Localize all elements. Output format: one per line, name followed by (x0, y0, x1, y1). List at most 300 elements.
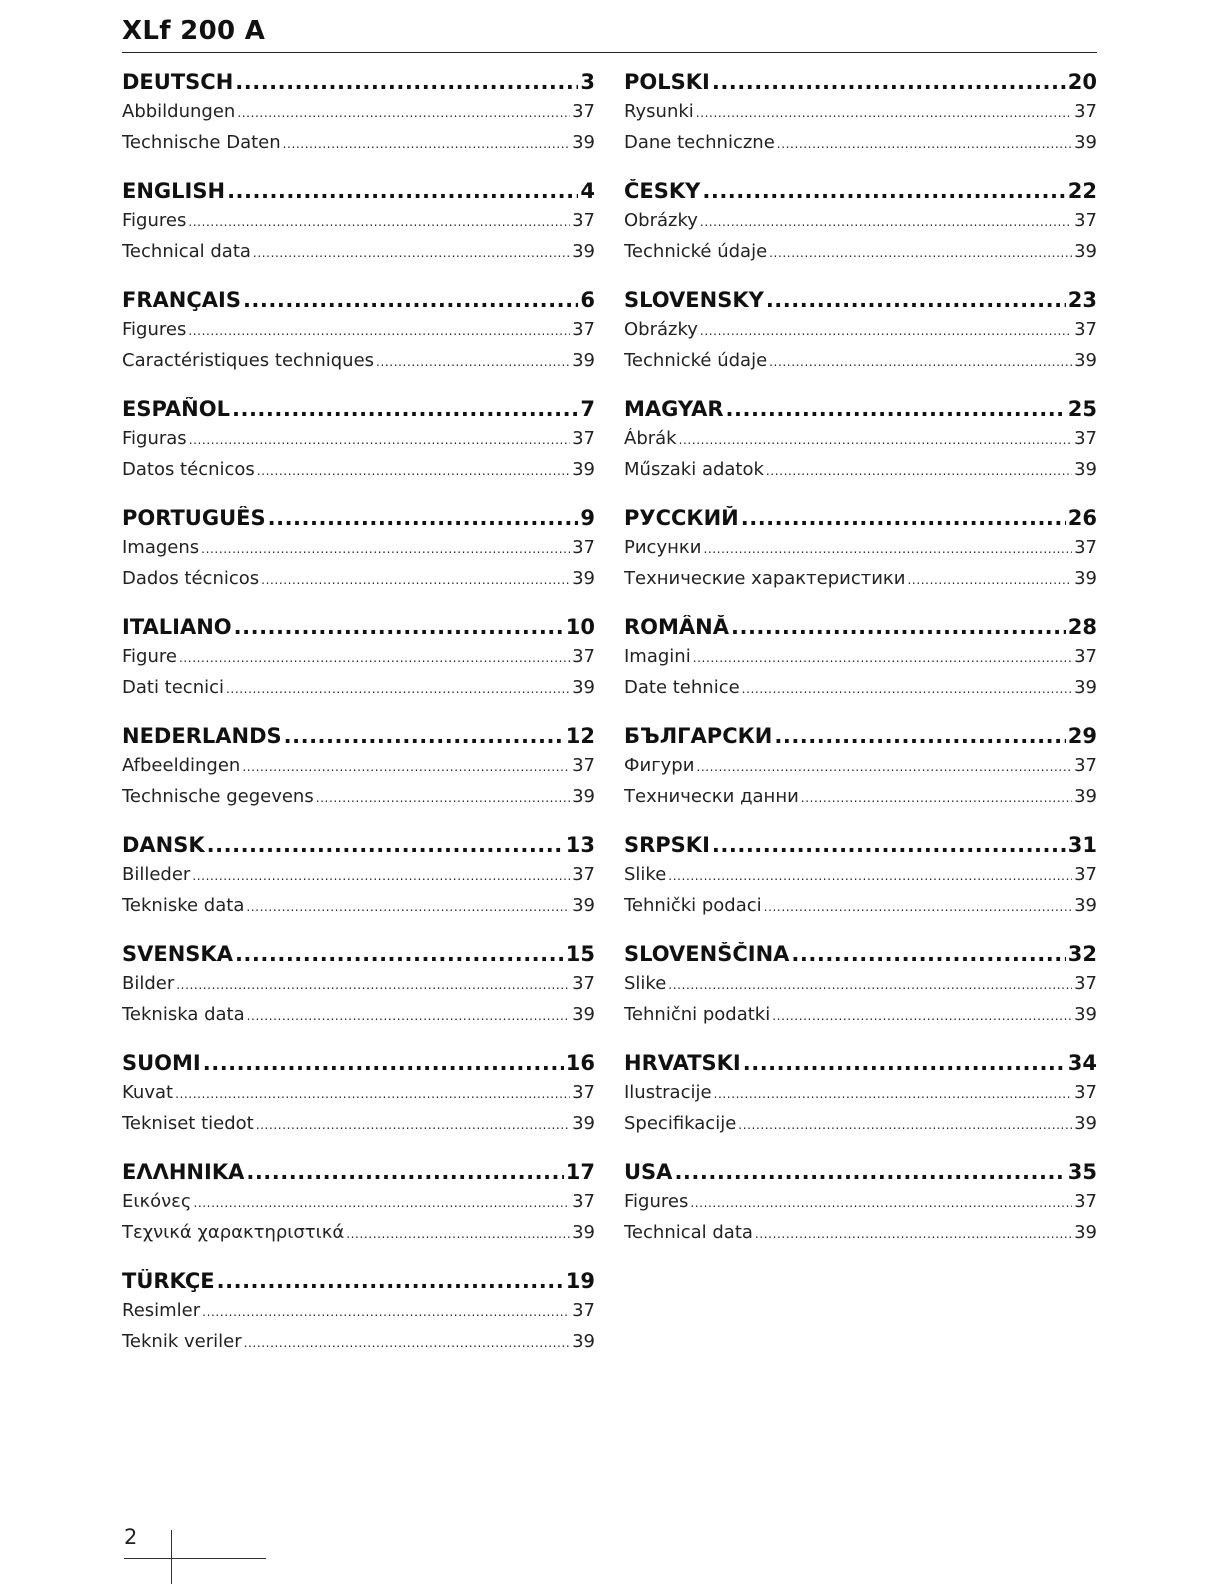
toc-section (122, 288, 595, 397)
toc-entry[interactable] (624, 537, 1097, 568)
toc-entry-label: Tehnički podaci (624, 895, 762, 916)
toc-entry[interactable] (624, 646, 1097, 677)
toc-language-heading-label: ČESKY (624, 179, 701, 203)
toc-entry-label: Obrázky (624, 319, 698, 340)
footer-rule-vertical (171, 1530, 172, 1584)
toc-language-heading-label: USA (624, 1160, 673, 1184)
toc-entry-label: Caractéristiques techniques (122, 350, 375, 371)
dot-leader (726, 397, 1066, 421)
toc-entry-label: Εικόνες (122, 1191, 192, 1212)
toc-language-heading-label: DEUTSCH (122, 70, 234, 94)
footer-rule-horizontal (124, 1558, 266, 1559)
toc-entry[interactable] (122, 1191, 595, 1222)
toc-entry[interactable] (624, 568, 1097, 599)
toc-language-heading-label: ΕΛΛΗΝΙΚΑ (122, 1160, 245, 1184)
toc-entry-page: 37 (572, 101, 595, 122)
toc-section (624, 397, 1097, 506)
dot-leader (176, 973, 570, 994)
toc-section (624, 942, 1097, 1051)
toc-entry-page: 39 (1074, 786, 1097, 807)
dot-leader (188, 319, 570, 340)
dot-leader (674, 1160, 1065, 1184)
toc-entry-label: Технические характеристики (624, 568, 906, 589)
toc-entry-page: 39 (1074, 1113, 1097, 1134)
dot-leader (283, 132, 570, 153)
toc-section (122, 1051, 595, 1160)
toc-entry-page: 39 (572, 132, 595, 153)
dot-leader (801, 786, 1072, 807)
toc-entry[interactable] (624, 677, 1097, 708)
toc-entry-page: 39 (572, 1331, 595, 1352)
toc-entry-page: 37 (572, 319, 595, 340)
toc-entry-page: 39 (1074, 895, 1097, 916)
toc-entry-label: Dados técnicos (122, 568, 260, 589)
toc-language-heading-page: 7 (580, 397, 595, 421)
toc-language-heading-page: 16 (565, 1051, 595, 1075)
toc-entry-page: 39 (1074, 241, 1097, 262)
dot-leader (234, 615, 564, 639)
toc-entry-page: 39 (1074, 1222, 1097, 1243)
toc-language-heading-page: 23 (1067, 288, 1097, 312)
toc-language-heading[interactable] (122, 288, 595, 319)
dot-leader (227, 179, 578, 203)
toc-entry-page: 39 (572, 350, 595, 371)
toc-entry[interactable] (624, 101, 1097, 132)
dot-leader (235, 942, 564, 966)
toc-entry[interactable] (122, 864, 595, 895)
toc-language-heading[interactable] (122, 942, 595, 973)
toc-entry[interactable] (624, 459, 1097, 490)
toc-entry-page: 37 (1074, 537, 1097, 558)
toc-entry-page: 39 (572, 677, 595, 698)
toc-column-right (624, 70, 1097, 1269)
toc-entry-page: 37 (572, 1191, 595, 1212)
toc-section (122, 506, 595, 615)
toc-entry-page: 37 (572, 1082, 595, 1103)
toc-language-heading-label: ROMÂNĂ (624, 615, 729, 639)
toc-language-heading-label: SLOVENSKY (624, 288, 764, 312)
dot-leader (738, 1113, 1072, 1134)
document-title: XLf 200 A (122, 16, 266, 46)
toc-entry-label: Imagens (122, 537, 200, 558)
toc-language-heading-label: ITALIANO (122, 615, 232, 639)
toc-language-heading-page: 15 (565, 942, 595, 966)
dot-leader (741, 506, 1066, 530)
toc-language-heading[interactable] (624, 506, 1097, 537)
toc-language-heading-page: 9 (580, 506, 595, 530)
toc-language-heading-page: 28 (1067, 615, 1097, 639)
toc-entry[interactable] (122, 132, 595, 163)
toc-entry-label: Afbeeldingen (122, 755, 241, 776)
toc-section (624, 288, 1097, 397)
toc-entry[interactable] (122, 1300, 595, 1331)
toc-language-heading[interactable] (122, 724, 595, 755)
dot-leader (226, 677, 570, 698)
toc-language-heading-label: FRANÇAIS (122, 288, 241, 312)
toc-entry[interactable] (122, 537, 595, 568)
toc-entry[interactable] (122, 973, 595, 1004)
toc-section (624, 70, 1097, 179)
toc-language-heading-page: 4 (580, 179, 595, 203)
toc-entry-page: 37 (572, 537, 595, 558)
dot-leader (668, 864, 1072, 885)
toc-entry-page: 37 (1074, 210, 1097, 231)
toc-entry[interactable] (122, 646, 595, 677)
toc-language-heading-page: 13 (565, 833, 595, 857)
toc-entry-label: Obrázky (624, 210, 698, 231)
toc-entry-label: Технически данни (624, 786, 799, 807)
toc-section (122, 724, 595, 833)
toc-entry-label: Technické údaje (624, 241, 768, 262)
toc-entry-label: Date tehnice (624, 677, 740, 698)
toc-entry-page: 37 (572, 210, 595, 231)
toc-entry-label: Bilder (122, 973, 175, 994)
toc-language-heading-page: 6 (580, 288, 595, 312)
toc-entry-label: Teknik veriler (122, 1331, 242, 1352)
toc-entry-label: Technical data (122, 241, 251, 262)
toc-entry-page: 37 (1074, 755, 1097, 776)
toc-language-heading-label: DANSK (122, 833, 205, 857)
toc-entry[interactable] (624, 1004, 1097, 1035)
dot-leader (743, 1051, 1066, 1075)
toc-entry[interactable] (624, 864, 1097, 895)
toc-entry-page: 37 (1074, 428, 1097, 449)
toc-language-heading[interactable] (624, 833, 1097, 864)
dot-leader (316, 786, 570, 807)
toc-entry-page: 37 (572, 864, 595, 885)
toc-language-heading[interactable] (624, 70, 1097, 101)
dot-leader (791, 942, 1065, 966)
dot-leader (769, 350, 1072, 371)
toc-entry[interactable] (624, 1113, 1097, 1144)
toc-entry[interactable] (122, 1113, 595, 1144)
toc-entry-label: Technical data (624, 1222, 753, 1243)
dot-leader (244, 1331, 571, 1352)
toc-language-heading-label: SRPSKI (624, 833, 710, 857)
toc-entry-page: 37 (572, 973, 595, 994)
toc-entry-label: Рисунки (624, 537, 702, 558)
toc-entry-label: Figures (122, 210, 187, 231)
toc-entry-page: 37 (1074, 101, 1097, 122)
toc-entry-label: Tekniska data (122, 1004, 245, 1025)
toc-language-heading[interactable] (624, 1160, 1097, 1191)
toc-entry-page: 37 (572, 755, 595, 776)
toc-language-heading-label: MAGYAR (624, 397, 724, 421)
dot-leader (256, 1113, 570, 1134)
toc-entry-label: Imagini (624, 646, 691, 667)
dot-leader (253, 241, 570, 262)
dot-leader (772, 1004, 1072, 1025)
toc-entry[interactable] (624, 319, 1097, 350)
toc-section (624, 179, 1097, 288)
toc-entry[interactable] (122, 1331, 595, 1362)
dot-leader (346, 1222, 570, 1243)
toc-entry[interactable] (122, 319, 595, 350)
dot-leader (175, 1082, 570, 1103)
dot-leader (764, 895, 1072, 916)
toc-entry[interactable] (122, 428, 595, 459)
toc-entry[interactable] (624, 755, 1097, 786)
toc-language-heading-label: ENGLISH (122, 179, 226, 203)
toc-entry-page: 37 (572, 1300, 595, 1321)
dot-leader (235, 70, 578, 94)
toc-language-heading[interactable] (122, 70, 595, 101)
toc-entry-page: 39 (572, 241, 595, 262)
toc-language-heading-page: 12 (565, 724, 595, 748)
toc-entry[interactable] (624, 786, 1097, 817)
toc-entry-page: 39 (572, 568, 595, 589)
toc-language-heading-page: 32 (1067, 942, 1097, 966)
toc-language-heading-page: 10 (565, 615, 595, 639)
toc-entry-label: Ábrák (624, 428, 677, 449)
toc-entry-label: Dati tecnici (122, 677, 225, 698)
dot-leader (257, 459, 570, 480)
toc-section (122, 397, 595, 506)
toc-entry[interactable] (122, 459, 595, 490)
toc-section (122, 833, 595, 942)
dot-leader (207, 833, 564, 857)
dot-leader (668, 973, 1072, 994)
dot-leader (201, 537, 570, 558)
toc-language-heading[interactable] (122, 1269, 595, 1300)
toc-entry-page: 37 (1074, 864, 1097, 885)
toc-entry-label: Resimler (122, 1300, 201, 1321)
toc-language-heading[interactable] (624, 1051, 1097, 1082)
toc-language-heading-page: 3 (580, 70, 595, 94)
toc-language-heading-page: 17 (565, 1160, 595, 1184)
toc-language-heading[interactable] (624, 288, 1097, 319)
toc-entry-label: Technické údaje (624, 350, 768, 371)
toc-entry-label: Specifikacije (624, 1113, 737, 1134)
toc-entry-label: Technische gegevens (122, 786, 314, 807)
toc-entry[interactable] (122, 1222, 595, 1253)
toc-section (624, 1160, 1097, 1269)
toc-language-heading-label: HRVATSKI (624, 1051, 741, 1075)
toc-entry[interactable] (122, 241, 595, 272)
toc-entry-label: Slike (624, 864, 667, 885)
dot-leader (242, 755, 570, 776)
toc-entry-label: Figures (122, 319, 187, 340)
toc-entry-label: Technische Daten (122, 132, 281, 153)
toc-column-left (122, 70, 595, 1378)
dot-leader (193, 1191, 570, 1212)
dot-leader (690, 1191, 1072, 1212)
toc-language-heading-label: NEDERLANDS (122, 724, 282, 748)
dot-leader (712, 833, 1066, 857)
toc-section (122, 942, 595, 1051)
dot-leader (246, 1160, 563, 1184)
toc-entry-page: 37 (572, 646, 595, 667)
toc-language-heading-label: ESPAÑOL (122, 397, 230, 421)
toc-section (122, 179, 595, 288)
toc-entry[interactable] (122, 210, 595, 241)
toc-entry[interactable] (624, 241, 1097, 272)
toc-language-heading[interactable] (624, 615, 1097, 646)
toc-entry-page: 39 (572, 459, 595, 480)
dot-leader (188, 210, 570, 231)
toc-entry[interactable] (624, 1082, 1097, 1113)
toc-language-heading[interactable] (624, 397, 1097, 428)
dot-leader (268, 506, 579, 530)
dot-leader (774, 724, 1065, 748)
toc-section (122, 1269, 595, 1378)
toc-language-heading-page: 19 (565, 1269, 595, 1293)
toc-entry-page: 39 (572, 786, 595, 807)
toc-entry[interactable] (624, 428, 1097, 459)
toc-entry-label: Tekniske data (122, 895, 245, 916)
dot-leader (217, 1269, 564, 1293)
toc-section (624, 724, 1097, 833)
toc-language-heading[interactable] (122, 615, 595, 646)
toc-entry-label: Dane techniczne (624, 132, 775, 153)
toc-entry-page: 39 (1074, 1004, 1097, 1025)
toc-entry-label: Slike (624, 973, 667, 994)
toc-entry-page: 39 (1074, 132, 1097, 153)
toc-entry-label: Tekniset tiedot (122, 1113, 254, 1134)
dot-leader (731, 615, 1066, 639)
dot-leader (777, 132, 1072, 153)
toc-language-heading-page: 34 (1067, 1051, 1097, 1075)
toc-language-heading-page: 22 (1067, 179, 1097, 203)
toc-entry-page: 37 (1074, 1191, 1097, 1212)
toc-language-heading-page: 25 (1067, 397, 1097, 421)
toc-language-heading-page: 29 (1067, 724, 1097, 748)
toc-entry[interactable] (122, 1082, 595, 1113)
dot-leader (179, 646, 570, 667)
toc-language-heading[interactable] (624, 724, 1097, 755)
toc-section (624, 615, 1097, 724)
toc-entry[interactable] (122, 895, 595, 926)
toc-entry-label: Figures (624, 1191, 689, 1212)
toc-entry[interactable] (624, 210, 1097, 241)
toc-entry[interactable] (122, 677, 595, 708)
toc-language-heading[interactable] (122, 506, 595, 537)
toc-language-heading-label: POLSKI (624, 70, 710, 94)
dot-leader (766, 288, 1066, 312)
toc-entry-page: 39 (572, 895, 595, 916)
toc-section (624, 833, 1097, 942)
dot-leader (243, 288, 578, 312)
toc-entry-page: 39 (572, 1222, 595, 1243)
toc-entry-label: Tehnični podatki (624, 1004, 771, 1025)
dot-leader (237, 101, 570, 122)
dot-leader (284, 724, 564, 748)
toc-entry-page: 39 (1074, 350, 1097, 371)
dot-leader (703, 537, 1072, 558)
toc-entry-page: 37 (1074, 973, 1097, 994)
dot-leader (908, 568, 1073, 589)
toc-language-heading-label: PORTUGUÊS (122, 506, 266, 530)
toc-entry-page: 37 (1074, 1082, 1097, 1103)
dot-leader (189, 428, 570, 449)
dot-leader (203, 1051, 564, 1075)
dot-leader (702, 179, 1065, 203)
dot-leader (261, 568, 570, 589)
toc-entry-label: Abbildungen (122, 101, 236, 122)
dot-leader (232, 397, 578, 421)
toc-entry-label: Ilustracije (624, 1082, 712, 1103)
toc-language-heading-label: TÜRKÇE (122, 1269, 215, 1293)
dot-leader (202, 1300, 570, 1321)
toc-section (122, 615, 595, 724)
dot-leader (766, 459, 1072, 480)
toc-entry-page: 39 (572, 1113, 595, 1134)
dot-leader (755, 1222, 1072, 1243)
toc-entry[interactable] (624, 973, 1097, 1004)
toc-language-heading[interactable] (122, 833, 595, 864)
toc-entry[interactable] (624, 132, 1097, 163)
dot-leader (696, 755, 1072, 776)
toc-language-heading-label: РУССКИЙ (624, 506, 739, 530)
dot-leader (700, 319, 1072, 340)
toc-entry[interactable] (624, 1191, 1097, 1222)
toc-language-heading[interactable] (624, 179, 1097, 210)
toc-entry[interactable] (122, 755, 595, 786)
toc-entry-page: 39 (1074, 459, 1097, 480)
toc-entry[interactable] (122, 786, 595, 817)
toc-section (122, 1160, 595, 1269)
dot-leader (769, 241, 1072, 262)
toc-entry-page: 39 (1074, 677, 1097, 698)
toc-language-heading[interactable] (122, 397, 595, 428)
dot-leader (742, 677, 1072, 698)
toc-language-heading[interactable] (624, 942, 1097, 973)
toc-section (624, 506, 1097, 615)
toc-entry-label: Műszaki adatok (624, 459, 764, 480)
toc-entry-page: 37 (1074, 646, 1097, 667)
toc-language-heading-label: БЪЛГАРСКИ (624, 724, 773, 748)
dot-leader (700, 210, 1072, 231)
dot-leader (696, 101, 1072, 122)
toc-section (122, 70, 595, 179)
toc-language-heading-page: 20 (1067, 70, 1097, 94)
toc-entry-label: Фигури (624, 755, 695, 776)
toc-entry-label: Τεχνικά χαρακτηριστικά (122, 1222, 345, 1243)
toc-language-heading[interactable] (122, 1051, 595, 1082)
dot-leader (247, 1004, 570, 1025)
toc-language-heading[interactable] (122, 179, 595, 210)
title-rule (122, 52, 1097, 53)
toc-entry-page: 39 (1074, 568, 1097, 589)
toc-entry[interactable] (624, 895, 1097, 926)
toc-language-heading-page: 26 (1067, 506, 1097, 530)
toc-entry-label: Figuras (122, 428, 187, 449)
toc-entry[interactable] (122, 101, 595, 132)
toc-entry[interactable] (624, 350, 1097, 381)
toc-language-heading-label: SLOVENŠČINA (624, 942, 790, 966)
dot-leader (376, 350, 570, 371)
dot-leader (693, 646, 1072, 667)
toc-entry-page: 37 (1074, 319, 1097, 340)
page-number: 2 (124, 1525, 138, 1549)
dot-leader (712, 70, 1066, 94)
toc-language-heading-page: 35 (1067, 1160, 1097, 1184)
toc-entry-page: 37 (572, 428, 595, 449)
toc-entry-label: Kuvat (122, 1082, 174, 1103)
toc-language-heading-label: SVENSKA (122, 942, 233, 966)
dot-leader (246, 895, 570, 916)
dot-leader (714, 1082, 1073, 1103)
toc-entry[interactable] (122, 350, 595, 381)
toc-entry[interactable] (122, 1004, 595, 1035)
toc-language-heading[interactable] (122, 1160, 595, 1191)
toc-section (624, 1051, 1097, 1160)
toc-entry[interactable] (122, 568, 595, 599)
toc-entry-label: Rysunki (624, 101, 694, 122)
toc-entry-page: 39 (572, 1004, 595, 1025)
toc-entry-label: Figure (122, 646, 177, 667)
toc-entry[interactable] (624, 1222, 1097, 1253)
